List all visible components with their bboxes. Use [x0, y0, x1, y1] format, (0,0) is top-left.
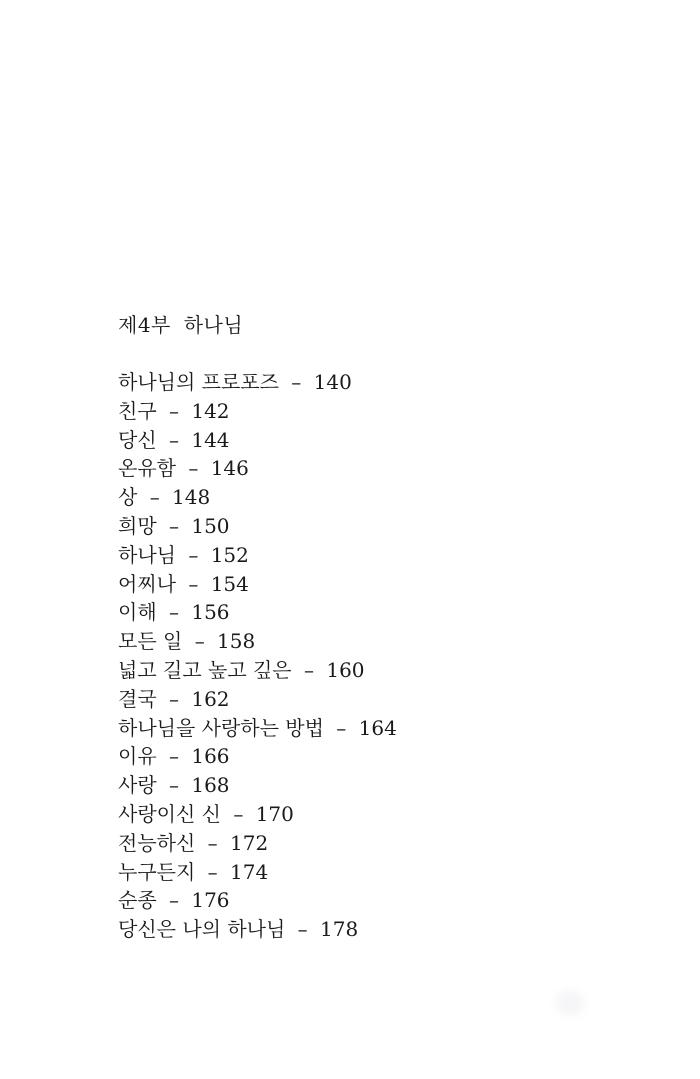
toc-item-title: 모든 일 [118, 629, 183, 654]
toc-item-title: 순종 [118, 888, 157, 913]
toc-item-title: 이유 [118, 744, 157, 769]
table-of-contents [118, 368, 397, 944]
toc-item-separator: – [169, 686, 179, 711]
toc-item [118, 886, 397, 915]
toc-item [118, 858, 397, 887]
toc-item [118, 829, 397, 858]
toc-item [118, 627, 397, 656]
toc-item-separator: – [188, 571, 199, 596]
toc-item-separator: – [233, 801, 244, 826]
toc-item [118, 426, 397, 455]
toc-item-page-number: 172 [230, 830, 269, 855]
toc-item-title: 하나님 [118, 542, 176, 567]
toc-item-title: 사랑이신 신 [118, 801, 221, 826]
toc-item-page-number: 160 [326, 657, 365, 682]
toc-item-title: 누구든지 [118, 859, 196, 884]
toc-item [118, 598, 397, 627]
toc-item-title: 넓고 길고 높고 깊은 [118, 657, 292, 682]
toc-item-title: 친구 [118, 398, 157, 423]
toc-item-separator: – [169, 600, 179, 625]
toc-item-page-number: 152 [210, 542, 249, 567]
toc-item-title: 하나님의 프로포즈 [118, 370, 279, 394]
toc-item-separator: – [188, 542, 199, 567]
toc-item [118, 570, 397, 599]
toc-item-page-number: 142 [191, 398, 230, 423]
toc-item [118, 915, 397, 944]
toc-item-separator: – [169, 513, 179, 538]
toc-item-title: 어찌나 [118, 571, 176, 596]
toc-item [118, 512, 397, 541]
toc-item-separator: – [169, 398, 179, 423]
toc-item-page-number: 170 [255, 801, 294, 826]
toc-item-separator: – [169, 427, 179, 452]
toc-item-title: 온유함 [118, 456, 176, 481]
toc-item-title: 사랑 [118, 773, 157, 798]
toc-item-separator: – [297, 917, 308, 942]
toc-item-title: 이해 [118, 600, 157, 625]
toc-item-page-number: 150 [191, 513, 230, 538]
toc-item-separator: – [207, 830, 218, 855]
toc-item-title: 결국 [118, 686, 157, 711]
toc-item [118, 483, 397, 512]
toc-item [118, 368, 397, 397]
toc-item [118, 397, 397, 426]
toc-item [118, 541, 397, 570]
toc-item-title: 당신 [118, 427, 157, 452]
toc-item-separator: – [207, 859, 218, 884]
toc-item-separator: – [291, 370, 302, 394]
toc-item-separator: – [169, 888, 179, 913]
toc-item-separator: – [169, 773, 179, 798]
toc-item [118, 656, 397, 685]
toc-item-separator: – [188, 456, 199, 481]
toc-item-title: 상 [118, 485, 138, 510]
toc-item-page-number: 148 [172, 485, 211, 510]
toc-item-page-number: 154 [210, 571, 249, 596]
toc-item-separator: – [304, 657, 314, 682]
toc-item-page-number: 162 [191, 686, 230, 711]
toc-item [118, 771, 397, 800]
toc-item-page-number: 144 [191, 427, 230, 452]
toc-item-page-number: 176 [191, 888, 230, 913]
section-title: 제4부 하나님 [118, 313, 244, 337]
toc-item-title: 전능하신 [118, 830, 196, 855]
toc-item-page-number: 158 [217, 629, 256, 654]
toc-item [118, 454, 397, 483]
toc-item-page-number: 178 [320, 917, 359, 942]
toc-item [118, 685, 397, 714]
toc-item-separator: – [149, 485, 160, 510]
toc-item [118, 800, 397, 829]
toc-item [118, 742, 397, 771]
toc-item [118, 714, 397, 743]
toc-item-page-number: 174 [230, 859, 269, 884]
toc-item-separator: – [169, 744, 179, 769]
toc-item-page-number: 156 [191, 600, 230, 625]
toc-item-title: 하나님을 사랑하는 방법 [118, 715, 324, 740]
toc-item-page-number: 168 [191, 773, 230, 798]
toc-item-title: 당신은 나의 하나님 [118, 917, 286, 942]
toc-item-separator: – [194, 629, 205, 654]
scan-smudge [555, 990, 585, 1016]
toc-item-separator: – [336, 715, 347, 740]
toc-item-title: 희망 [118, 513, 157, 538]
toc-item-page-number: 146 [210, 456, 249, 481]
toc-item-page-number: 164 [358, 715, 397, 740]
toc-item-page-number: 166 [191, 744, 230, 769]
toc-item-page-number: 140 [313, 370, 352, 394]
